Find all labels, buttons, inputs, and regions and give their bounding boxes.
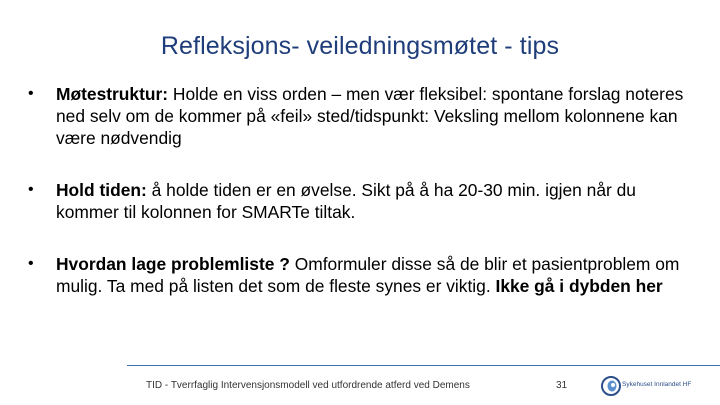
bullet-list — [28, 83, 700, 327]
page-number: 31 — [556, 380, 568, 391]
footer-divider — [127, 365, 720, 366]
bullet-dot: • — [28, 85, 34, 102]
bullet-item — [28, 179, 700, 223]
bullet-text: Omformuler disse så de blir et pasientproblem om mulig. Ta med på listen det som de fleste synes er viktig. — [56, 254, 680, 296]
bullet-dot: • — [28, 255, 34, 272]
bullet-item — [28, 253, 700, 297]
bullet-dot: • — [28, 181, 34, 198]
bullet-item — [28, 83, 700, 149]
footer-text: TID - Tverrfaglig Intervensjonsmodell ved utfordrende atferd ved Demens — [146, 380, 470, 391]
bullet-lead: Hold tiden: — [56, 180, 147, 200]
bullet-text: å holde tiden er en øvelse. Sikt på å ha 20-30 min. igjen når du kommer til kolonnen for SMARTe tiltak. — [56, 180, 636, 222]
logo-text: Sykehuset Innlandet HF — [622, 381, 692, 388]
logo — [601, 375, 711, 397]
bullet-lead: Møtestruktur: — [56, 84, 169, 104]
logo-icon — [601, 375, 621, 397]
bullet-tail: Ikke gå i dybden her — [495, 276, 663, 296]
bullet-text: Holde en viss orden – men vær fleksibel: spontane forslag noteres ned selv om de kommer på «feil» sted/tidspunkt: Veksling mellom kolonnene kan være nødvendig — [56, 84, 684, 148]
bullet-lead: Hvordan lage problemliste ? — [56, 254, 290, 274]
slide-title: Refleksjons- veiledningsmøtet - tips — [160, 32, 560, 60]
